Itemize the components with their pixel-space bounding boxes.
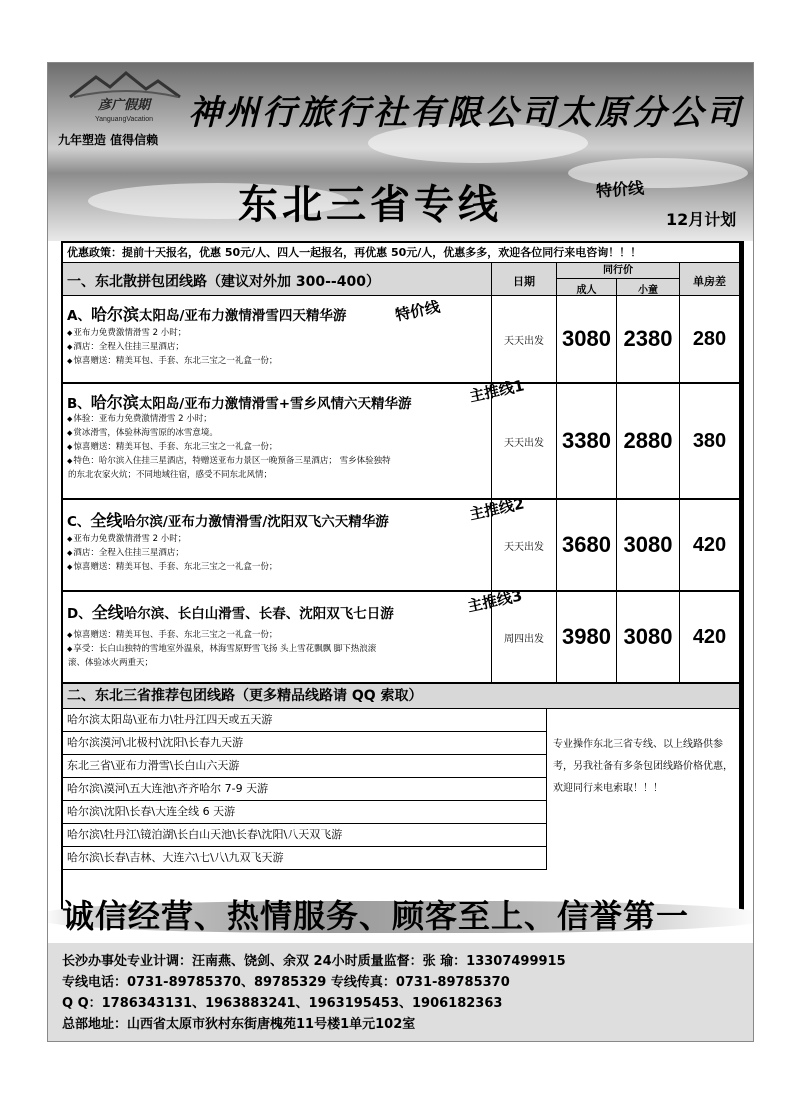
route-city: 全线 xyxy=(91,603,124,622)
route-detail: ◆ 惊喜赠送：精美耳包、手套、东北三宝之一礼盒一份； xyxy=(67,354,487,368)
list-item: 哈尔滨\沈阳\长春\大连全线 6 天游 xyxy=(63,801,547,824)
route-detail: ◆ 惊喜赠送：精美耳包、手套、东北三宝之一礼盒一份； xyxy=(67,440,487,454)
flyer-page xyxy=(47,62,754,1042)
route-table xyxy=(61,241,744,920)
company-logo xyxy=(66,71,184,123)
route-stamp: 特价线 xyxy=(393,297,442,325)
list-item: 哈尔滨漠河\北极村\沈阳\长春九天游 xyxy=(63,732,547,755)
route-name: 哈尔滨/亚布力激情滑雪/沈阳双飞六天精华游 xyxy=(122,514,389,530)
slogan-banner xyxy=(52,881,752,951)
plan-label: 12月计划 xyxy=(666,210,737,229)
route-stamp: 主推线1 xyxy=(467,376,526,406)
route-details xyxy=(67,628,487,670)
route-detail: ◆ 惊喜赠送：精美耳包、手套、东北三宝之一礼盒一份； xyxy=(67,628,487,642)
price-child: 2880 xyxy=(616,384,679,498)
route-detail: ◆ 亚布力免费激情滑雪 2 小时； xyxy=(67,326,487,340)
route-date: 天天出发 xyxy=(491,500,556,590)
price-adult: 3380 xyxy=(556,384,616,498)
contact-address: 总部地址：山西省太原市狄村东街唐槐苑11号楼1单元102室 xyxy=(62,1017,416,1032)
price-room: 280 xyxy=(679,296,739,382)
list-item: 哈尔滨\牡丹江\镜泊湖\长白山天池\长春\沈阳\八天双飞游 xyxy=(63,824,547,847)
col-date-header: 日期 xyxy=(513,275,535,288)
recommended-lines xyxy=(63,709,739,872)
route-detail: 滚、体验冰火两重天； xyxy=(68,658,154,668)
company-name: 神州行旅行社有限公司太原分公司 xyxy=(188,93,743,133)
route-details xyxy=(67,412,487,482)
route-row xyxy=(63,586,739,684)
route-prefix: A、 xyxy=(67,308,91,324)
route-details xyxy=(67,326,487,368)
lines-note: 专业操作东北三省专线、以上线路供参考，另我社备有多条包团线路价格优惠，欢迎同行来电索取！！！ xyxy=(553,739,733,794)
route-title xyxy=(67,302,346,325)
price-adult: 3080 xyxy=(556,296,616,382)
logo-text: 彦广假期 xyxy=(97,98,151,113)
col-adult-header: 成人 xyxy=(576,285,597,296)
route-detail: ◆ 酒店：全程入住挂三星酒店； xyxy=(67,340,487,354)
route-title xyxy=(67,508,389,531)
route-title xyxy=(67,390,412,413)
special-tag: 特价线 xyxy=(595,178,645,201)
list-item: 哈尔滨\长春\吉林、大连六\七\八\九双飞天游 xyxy=(63,847,547,870)
route-city: 全线 xyxy=(90,511,123,530)
contact-block xyxy=(48,943,753,1041)
price-adult: 3980 xyxy=(556,592,616,682)
contact-staff: 长沙办事处专业计调：汪南燕、饶剑、余双 24小时质量监督：张 瑜：13307499915 xyxy=(62,954,566,969)
route-detail: 的东北农家火炕；不同地域往宿，感受不同东北风情； xyxy=(68,470,273,480)
price-adult: 3680 xyxy=(556,500,616,590)
contact-qq: Q Q：1786343131、1963883241、1963195453、1906182363 xyxy=(62,996,503,1011)
route-detail: ◆ 亚布力免费激情滑雪 2 小时； xyxy=(67,532,487,546)
col-room-header: 单房差 xyxy=(693,275,726,288)
route-details xyxy=(67,532,487,574)
price-room: 380 xyxy=(679,384,739,498)
col-group-header: 同行价 xyxy=(556,263,679,279)
route-prefix: D、 xyxy=(67,606,92,622)
route-detail: ◆ 体验：亚布力免费激情滑雪 2 小时； xyxy=(67,412,487,426)
route-date: 天天出发 xyxy=(491,296,556,382)
route-row xyxy=(63,296,739,384)
route-prefix: C、 xyxy=(67,514,91,530)
price-child: 3080 xyxy=(616,500,679,590)
list-item: 东北三省\亚布力滑雪\长白山六天游 xyxy=(63,755,547,778)
section2-title: 二、东北三省推荐包团线路（更多精品线路请 QQ 索取） xyxy=(63,684,739,709)
header-banner xyxy=(48,63,753,241)
route-name: 太阳岛/亚布力激情滑雪+雪乡风情六天精华游 xyxy=(138,396,412,412)
route-detail: ◆ 特色：哈尔滨入住挂三星酒店，特赠送亚布力景区一晚预备三星酒店； 雪乡体验独特 xyxy=(67,454,487,468)
route-name: 太阳岛/亚布力激情滑雪四天精华游 xyxy=(138,308,347,324)
route-detail: ◆ 赏冰滑雪，体验林海雪原的冰雪意境。 xyxy=(67,426,487,440)
logo-slogan: 九年塑造 值得信赖 xyxy=(58,133,159,147)
route-row xyxy=(63,376,739,500)
route-date: 天天出发 xyxy=(491,384,556,498)
route-stamp: 主推线3 xyxy=(465,586,524,616)
slogan-text: 诚信经营、热情服务、顾客至上、信誉第一 xyxy=(62,897,690,935)
price-room: 420 xyxy=(679,500,739,590)
route-prefix: B、 xyxy=(67,396,91,412)
price-child: 2380 xyxy=(616,296,679,382)
discount-notice: 优惠政策：提前十天报名，优惠 50元/人、四人一起报名，再优惠 50元/人，优惠多多，欢迎各位同行来电咨询！！！ xyxy=(63,243,739,263)
contact-phone: 专线电话：0731-89785370、89785329 专线传真：0731-89785370 xyxy=(62,975,510,990)
route-city: 哈尔滨 xyxy=(90,305,139,324)
route-city: 哈尔滨 xyxy=(90,393,139,412)
col-child-header: 小童 xyxy=(638,285,658,296)
route-stamp: 主推线2 xyxy=(467,494,526,524)
list-item: 哈尔滨\漠河\五大连池\齐齐哈尔 7-9 天游 xyxy=(63,778,547,801)
price-room: 420 xyxy=(679,592,739,682)
section1-header xyxy=(63,263,739,296)
route-detail: ◆ 酒店：全程入住挂三星酒店； xyxy=(67,546,487,560)
route-date: 周四出发 xyxy=(491,592,556,682)
route-title xyxy=(67,600,394,623)
page-headline: 东北三省专线 xyxy=(238,182,502,228)
route-detail: ◆ 惊喜赠送：精美耳包、手套、东北三宝之一礼盒一份； xyxy=(67,560,487,574)
section1-title: 一、东北散拼包团线路（建议对外加 300--400） xyxy=(67,274,380,290)
list-item: 哈尔滨太阳岛\亚布力\牡丹江四天或五天游 xyxy=(63,709,547,732)
route-detail: ◆ 享受：长白山独特的雪地室外温泉，林海雪原野雪飞扬 头上雪花飘飘 脚下热浪滚 xyxy=(67,642,487,656)
logo-en: YanguangVacation xyxy=(94,116,154,123)
price-child: 3080 xyxy=(616,592,679,682)
route-name: 哈尔滨、长白山滑雪、长春、沈阳双飞七日游 xyxy=(123,606,394,622)
route-row xyxy=(63,494,739,592)
